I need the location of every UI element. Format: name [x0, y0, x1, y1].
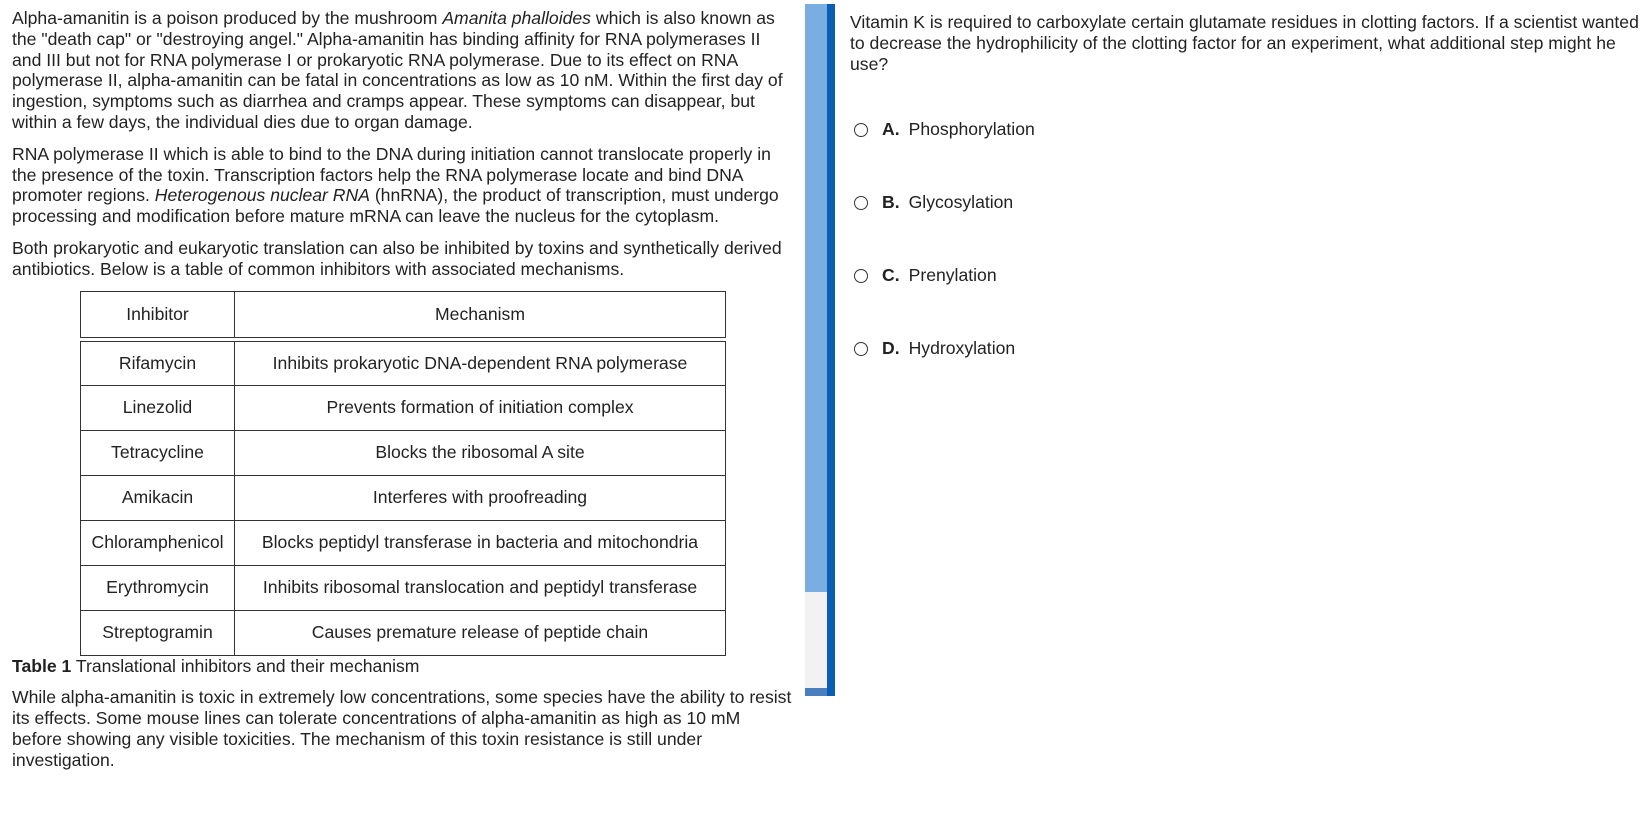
inhibitor-cell: Tetracycline	[80, 431, 235, 476]
passage-paragraph-4: While alpha-amanitin is toxic in extremely low concentrations, some species have the ability to resist its effects. Some mouse lines can tolerate concentrations of alpha-amanitin as high as 10 mM before showing any visible toxicities. The mechanism of this toxin resistance is still under investigation.	[12, 687, 792, 770]
table-row	[80, 341, 726, 386]
radio-button-icon[interactable]	[854, 196, 868, 210]
option-text: Phosphorylation	[908, 119, 1035, 139]
table-row	[80, 521, 726, 566]
table-row	[80, 386, 726, 431]
table-caption: Table 1 Translational inhibitors and their mechanism	[12, 655, 420, 676]
answer-options	[850, 93, 1640, 385]
inhibitor-cell: Streptogramin	[80, 611, 235, 656]
question-stem: Vitamin K is required to carboxylate certain glutamate residues in clotting factors. If a scientist wanted to decrease the hydrophilicity of the clotting factor for an experiment, what additional step might he use?	[850, 12, 1639, 74]
table-row	[80, 611, 726, 656]
table-header-row	[80, 291, 726, 338]
option-letter: B.	[882, 192, 900, 212]
inhibitor-cell: Chloramphenicol	[80, 521, 235, 566]
inhibitor-cell: Erythromycin	[80, 566, 235, 611]
option-text: Glycosylation	[908, 192, 1014, 212]
mechanism-cell: Inhibits prokaryotic DNA-dependent RNA polymerase	[235, 341, 726, 386]
table-row	[80, 476, 726, 521]
mechanism-cell: Causes premature release of peptide chain	[235, 611, 726, 656]
mechanism-cell: Prevents formation of initiation complex	[235, 386, 726, 431]
scroll-down-arrow-icon[interactable]	[805, 688, 827, 696]
question-panel	[850, 12, 1640, 385]
answer-option-c[interactable]	[850, 239, 1640, 312]
table-row	[80, 566, 726, 611]
inhibitor-cell: Amikacin	[80, 476, 235, 521]
divider-bar[interactable]	[827, 4, 835, 696]
passage-paragraph-3: Both prokaryotic and eukaryotic translation can also be inhibited by toxins and synthetically derived antibiotics. Below is a table of common inhibitors with associated mechanisms.	[12, 237, 782, 279]
mechanism-cell: Blocks peptidyl transferase in bacteria and mitochondria	[235, 521, 726, 566]
option-text: Prenylation	[908, 265, 997, 285]
table-header-mechanism: Mechanism	[235, 291, 726, 338]
species-name: Amanita phalloides	[442, 8, 591, 28]
option-letter: D.	[882, 338, 900, 358]
passage-paragraph-1: Alpha-amanitin is a poison produced by the mushroom Amanita phalloides which is also known as the "death cap" or "destroying angel." Alpha-amanitin has binding affinity for RNA polymerases II and III but not for RNA polymerase I or prokaryotic RNA polymerase. Due to its effect on RNA polymerase II, alpha-amanitin can be fatal in concentrations as low as 10 nM. Within the first day of ingestion, symptoms such as diarrhea and cramps appear. These symptoms can disappear, but within a few days, the individual dies due to organ damage.	[12, 8, 783, 132]
mechanism-cell: Blocks the ribosomal A site	[235, 431, 726, 476]
radio-button-icon[interactable]	[854, 342, 868, 356]
mechanism-cell: Inhibits ribosomal translocation and peptidyl transferase	[235, 566, 726, 611]
radio-button-icon[interactable]	[854, 123, 868, 137]
inhibitor-cell: Linezolid	[80, 386, 235, 431]
option-letter: A.	[882, 119, 900, 139]
hnrna-term: Heterogenous nuclear RNA	[154, 185, 370, 206]
answer-option-b[interactable]	[850, 166, 1640, 239]
passage-paragraph-2: RNA polymerase II which is able to bind to the DNA during initiation cannot translocate properly in the presence of the toxin. Transcription factors help the RNA polymerase locate and bind DNA promoter regions. Heterogenous nuclear RNA (hnRNA), the product of transcription, must undergo processing and modification before mature mRNA can leave the nucleus for the cytoplasm.	[12, 143, 779, 227]
passage-scrollbar-thumb[interactable]	[805, 4, 827, 592]
answer-option-d[interactable]	[850, 312, 1640, 385]
option-letter: C.	[882, 265, 900, 285]
table-caption-label: Table 1	[12, 655, 72, 676]
panel-divider[interactable]	[805, 4, 835, 696]
inhibitor-table-wrap	[80, 291, 726, 656]
radio-button-icon[interactable]	[854, 269, 868, 283]
inhibitor-table	[80, 291, 726, 656]
mechanism-cell: Interferes with proofreading	[235, 476, 726, 521]
passage-panel	[12, 8, 794, 782]
option-text: Hydroxylation	[908, 338, 1016, 358]
table-header-inhibitor: Inhibitor	[80, 291, 235, 338]
inhibitor-cell: Rifamycin	[80, 341, 235, 386]
answer-option-a[interactable]	[850, 93, 1640, 166]
table-row	[80, 431, 726, 476]
